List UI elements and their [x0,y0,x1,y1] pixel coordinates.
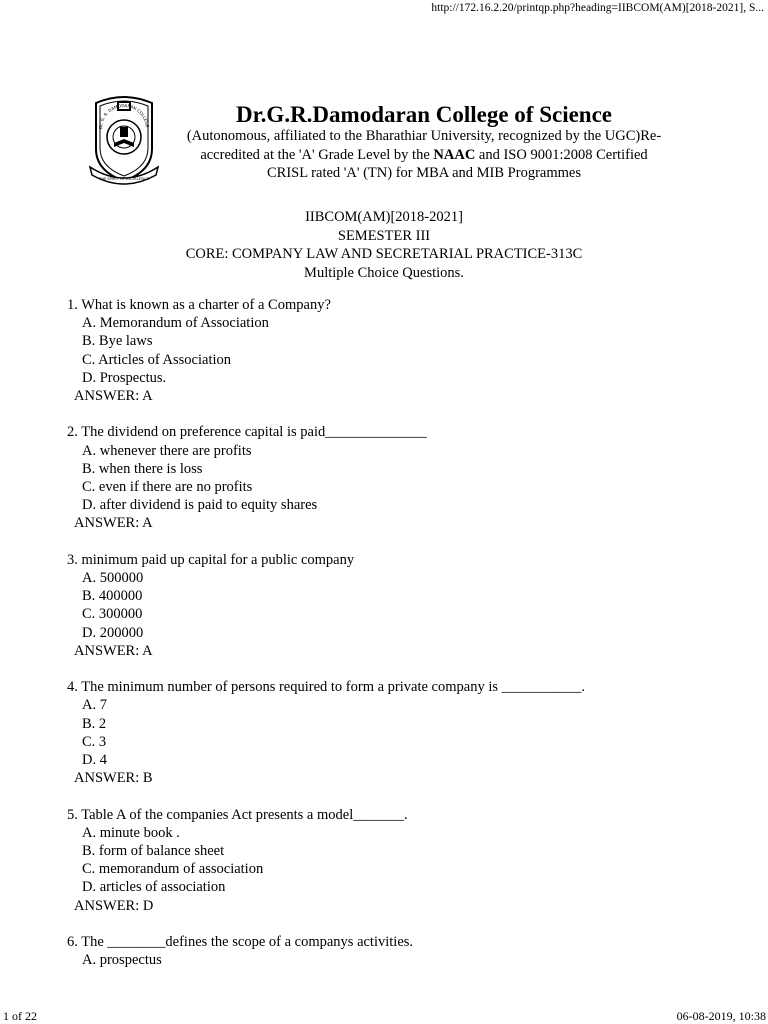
exam-header [0,208,768,282]
question-text: 6. The ________defines the scope of a companys activities. [67,934,414,951]
answer-option: C. 300000 [82,606,143,623]
accreditation-line-2-pre: accredited at the 'A' Grade Level by the [200,146,434,163]
question-list [67,296,687,988]
answer-option: C. Articles of Association [82,351,232,368]
answer-option: A. whenever there are profits [82,442,252,459]
answer-option: B. Bye laws [82,333,153,350]
accreditation-line-2 [160,146,688,165]
question-text: 1. What is known as a charter of a Company? [67,297,331,313]
question-text: 3. minimum paid up capital for a public company [67,551,355,568]
answer-option: D. articles of association [82,879,226,896]
question-text: 2. The dividend on preference capital is paid______________ [67,424,427,441]
answer-option: B. 2 [82,715,107,732]
answer-option: C. memorandum of association [82,861,264,878]
correct-answer: ANSWER: A [74,515,153,532]
answer-option: A. prospectus [82,952,162,969]
accreditation-line-2-post: and ISO 9001:2008 Certified [475,146,648,163]
accreditation-line-3: CRISL rated 'A' (TN) for MBA and MIB Programmes [267,165,581,181]
accreditation-line-1: (Autonomous, affiliated to the Bharathiar University, recognized by the UGC)Re- [186,128,662,144]
correct-answer: ANSWER: A [74,388,153,405]
print-header-url: http://172.16.2.20/printqp.php?heading=IIBCOM(AM)[2018-2021], S... [431,2,764,14]
page-number: 1 of 22 [3,1009,37,1023]
print-datetime: 06-08-2019, 10:38 [676,1009,766,1023]
exam-subject: CORE: COMPANY LAW AND SECRETARIAL PRACTICE-313C [185,246,583,262]
answer-option: A. Memorandum of Association [82,315,269,332]
answer-option: A. 7 [82,697,107,714]
exam-batch: IIBCOM(AM)[2018-2021] [305,209,463,225]
correct-answer: ANSWER: B [74,770,153,787]
answer-option: D. 4 [82,752,107,769]
crest-arc-text: Dr. G. R. DAMODARAN COLLEGE [97,102,150,130]
answer-option: D. 200000 [82,624,144,641]
answer-option: B. 400000 [82,588,143,605]
correct-answer: ANSWER: D [74,897,154,914]
college-crest-logo [88,93,160,191]
answer-option: C. 3 [82,733,107,750]
exam-type: Multiple Choice Questions. [304,264,464,281]
question-text: 4. The minimum number of persons required to form a private company is ___________. [67,679,586,696]
question-item [67,423,687,532]
question-item [67,806,687,915]
question-item [67,678,687,787]
crest-motto: THE SPIRIT OF EXCELLENCE [99,177,149,181]
answer-option: C. even if there are no profits [82,479,253,496]
question-text: 5. Table A of the companies Act presents a model_______. [67,806,408,823]
answer-option: D. Prospectus. [82,369,167,386]
question-item [67,933,687,969]
answer-option: B. form of balance sheet [82,843,225,860]
answer-option: A. minute book . [82,824,180,841]
question-item [67,551,687,660]
answer-option: B. when there is loss [82,460,203,477]
college-name: Dr.G.R.Damodaran College of Science [235,102,613,127]
question-item [67,296,687,405]
naac-label: NAAC [433,146,476,163]
answer-option: A. 500000 [82,570,144,587]
college-accreditation [160,127,688,183]
exam-semester: SEMESTER III [337,227,431,244]
answer-option: D. after dividend is paid to equity shares [82,497,318,514]
correct-answer: ANSWER: A [74,642,153,659]
